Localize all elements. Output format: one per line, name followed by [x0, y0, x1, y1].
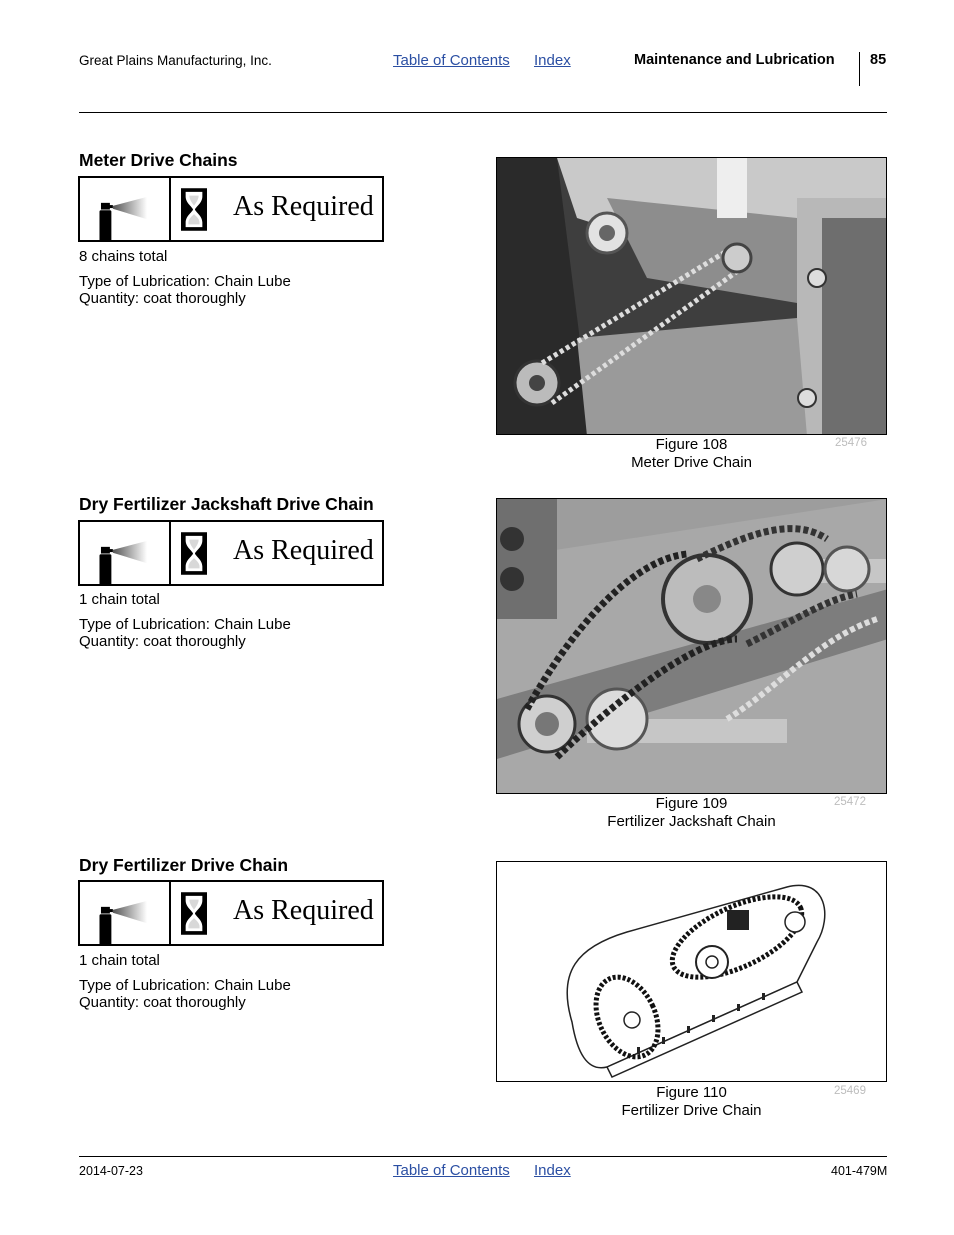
interval-label: As Required	[233, 895, 374, 926]
lubrication-interval-box	[78, 520, 384, 586]
footer-index-link[interactable]: Index	[534, 1162, 571, 1179]
spray-can-icon	[98, 532, 150, 584]
lube-quantity: Quantity: coat thoroughly	[79, 290, 246, 307]
figure-title: Meter Drive Chain	[631, 453, 752, 471]
interval-label: As Required	[233, 535, 374, 566]
figure-number: Figure 109	[655, 795, 728, 812]
lube-quantity: Quantity: coat thoroughly	[79, 994, 246, 1011]
section-title: Maintenance and Lubrication	[634, 52, 835, 68]
header-rule	[79, 112, 887, 113]
figure-109-photo	[496, 498, 887, 794]
fertilizer-drive-chain-heading: Dry Fertilizer Drive Chain	[79, 855, 289, 875]
figure-number: Figure 110	[656, 1084, 727, 1101]
figure-110-drawing	[496, 861, 887, 1082]
part-number: 25472	[834, 796, 866, 808]
hourglass-icon	[181, 188, 207, 231]
figure-108-caption	[496, 436, 887, 471]
figure-title: Fertilizer Drive Chain	[621, 1101, 762, 1119]
figure-109-caption	[496, 795, 887, 830]
lube-quantity: Quantity: coat thoroughly	[79, 633, 246, 650]
lube-type: Type of Lubrication: Chain Lube	[79, 273, 291, 290]
header-divider	[859, 52, 860, 86]
chain-count: 8 chains total	[79, 248, 168, 265]
chain-count: 1 chain total	[79, 591, 160, 608]
part-number: 25476	[835, 437, 867, 449]
part-number: 25469	[834, 1085, 866, 1097]
hourglass-icon	[181, 892, 207, 935]
header-toc-link[interactable]: Table of Contents	[393, 52, 510, 69]
figure-108-photo	[496, 157, 887, 435]
lube-type: Type of Lubrication: Chain Lube	[79, 616, 291, 633]
figure-110-caption	[496, 1084, 887, 1119]
lubrication-interval-box	[78, 176, 384, 242]
document-number: 401-479M	[831, 1164, 888, 1178]
hourglass-icon	[181, 532, 207, 575]
meter-drive-chains-heading: Meter Drive Chains	[79, 150, 238, 170]
spray-can-icon	[98, 188, 150, 240]
chain-count: 1 chain total	[79, 952, 160, 969]
footer-rule	[79, 1156, 887, 1157]
spray-can-icon	[98, 892, 150, 944]
interval-label: As Required	[233, 191, 374, 222]
page-number: 85	[870, 52, 887, 68]
jackshaft-chain-heading: Dry Fertilizer Jackshaft Drive Chain	[79, 494, 374, 514]
lubrication-interval-box	[78, 880, 384, 946]
lube-type: Type of Lubrication: Chain Lube	[79, 977, 291, 994]
footer-date: 2014-07-23	[79, 1164, 143, 1178]
figure-number: Figure 108	[655, 436, 728, 453]
header-index-link[interactable]: Index	[534, 52, 571, 69]
company-name: Great Plains Manufacturing, Inc.	[79, 53, 272, 68]
footer-toc-link[interactable]: Table of Contents	[393, 1162, 510, 1179]
figure-title: Fertilizer Jackshaft Chain	[607, 812, 776, 830]
